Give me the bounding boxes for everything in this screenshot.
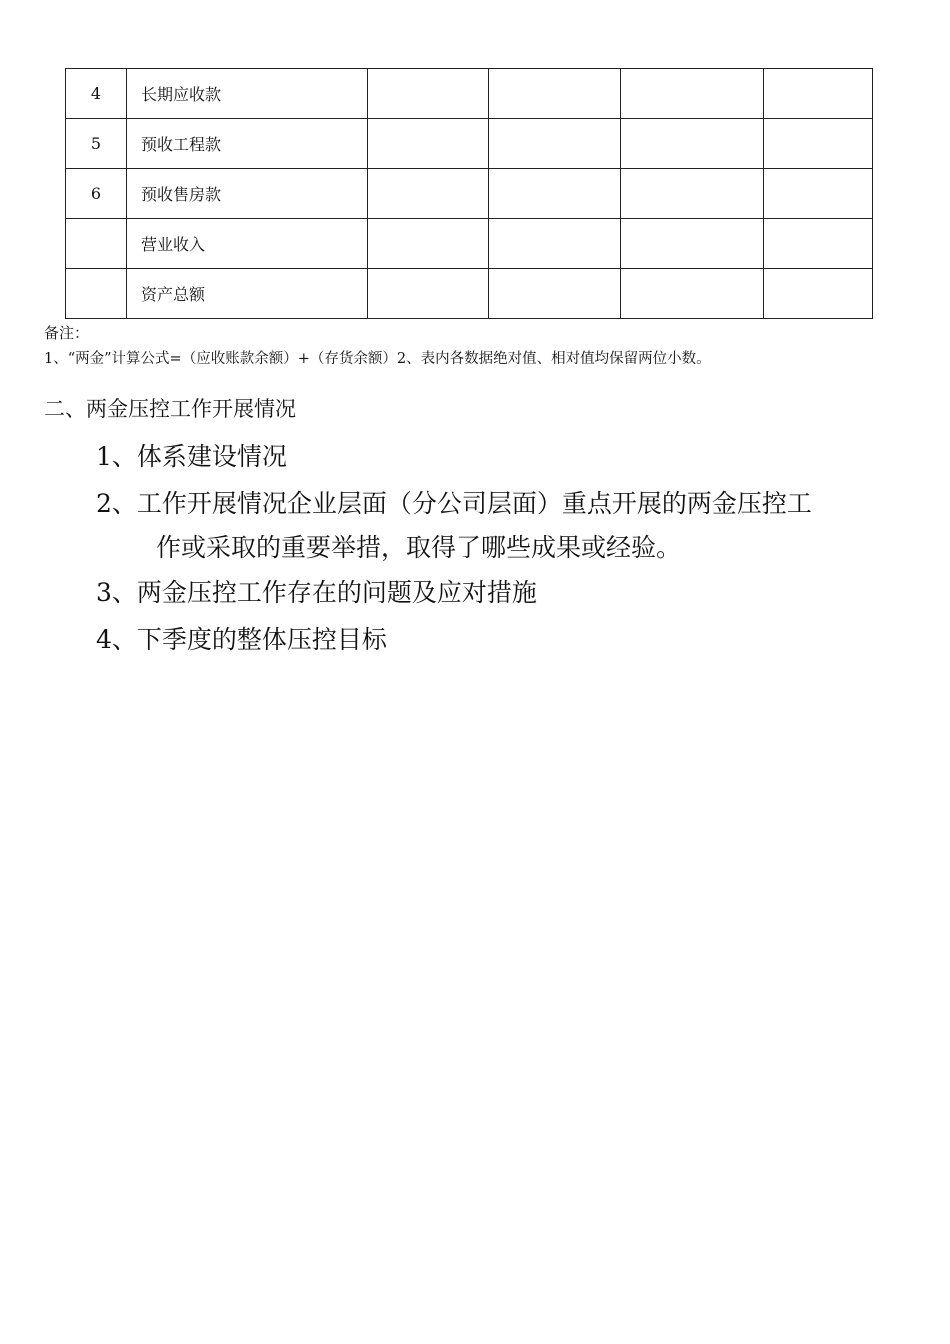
table-cell [764, 69, 873, 119]
row-number: 5 [66, 119, 127, 169]
row-item-label: 预收工程款 [127, 119, 368, 169]
row-number: 6 [66, 169, 127, 219]
section-point-system-building [96, 435, 876, 479]
table-cell [368, 169, 489, 219]
table-cell [621, 119, 764, 169]
table-cell [764, 269, 873, 319]
section-heading: 二、两金压控工作开展情况 [44, 397, 296, 421]
section-point-work-progress [96, 482, 876, 570]
table-cell [621, 269, 764, 319]
table-cell [489, 119, 621, 169]
table-row [66, 269, 873, 319]
notes-title: 备注： [44, 324, 90, 342]
table-cell [489, 69, 621, 119]
table-row [66, 219, 873, 269]
table-cell [368, 119, 489, 169]
row-number [66, 219, 127, 269]
table-cell [368, 69, 489, 119]
two-gold-data-table [65, 68, 873, 319]
table-cell [764, 219, 873, 269]
table-cell [621, 219, 764, 269]
table-cell [764, 119, 873, 169]
point-text: 2、工作开展情况企业层面（分公司层面）重点开展的两金压控工 [96, 489, 812, 518]
point-text: 4、下季度的整体压控目标 [96, 625, 387, 654]
row-item-label: 营业收入 [127, 219, 368, 269]
table-cell [368, 219, 489, 269]
row-number [66, 269, 127, 319]
table-cell [489, 219, 621, 269]
section-point-next-quarter-target [96, 618, 876, 662]
table-cell [368, 269, 489, 319]
table-row [66, 169, 873, 219]
point-text: 3、两金压控工作存在的问题及应对措施 [96, 578, 537, 607]
row-item-label: 预收售房款 [127, 169, 368, 219]
point-text: 1、体系建设情况 [96, 442, 287, 471]
table-row [66, 69, 873, 119]
table-cell [764, 169, 873, 219]
row-number: 4 [66, 69, 127, 119]
row-item-label: 长期应收款 [127, 69, 368, 119]
table-row [66, 119, 873, 169]
table-cell [489, 269, 621, 319]
row-item-label: 资产总额 [127, 269, 368, 319]
notes-text: 1、“两金”计算公式=（应收账款余额）+（存货余额）2、表内各数据绝对值、相对值均保留两位小数。 [44, 351, 711, 367]
table-cell [489, 169, 621, 219]
section-point-problems [96, 571, 876, 615]
table-cell [621, 69, 764, 119]
table-cell [621, 169, 764, 219]
point-text-continuation: 作或采取的重要举措，取得了哪些成果或经验。 [156, 533, 682, 562]
